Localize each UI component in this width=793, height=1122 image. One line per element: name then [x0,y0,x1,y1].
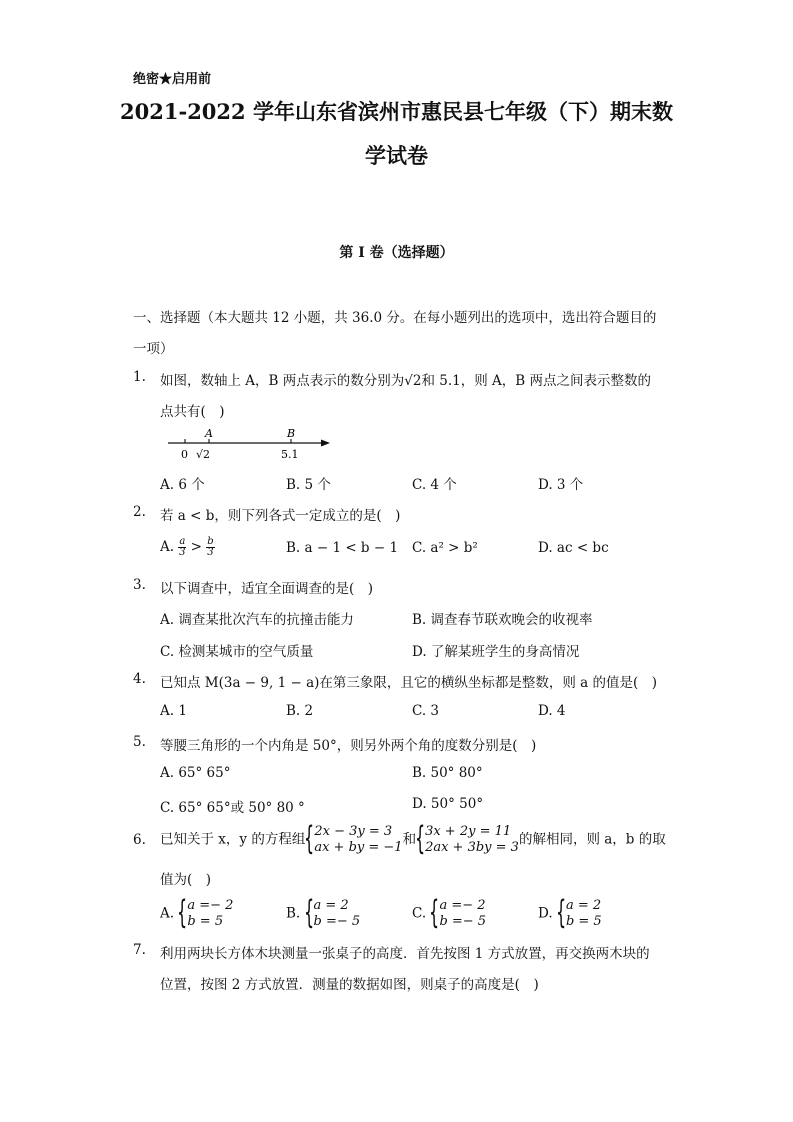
q6-number: 6. [133,832,146,848]
point-b-label: B [287,427,296,440]
exam-title-line1: 2021-2022 学年山东省滨州市惠民县七年级（下）期末数 [120,99,673,124]
q3-option-c: C. 检测某城市的空气质量 [160,644,314,660]
number-line-figure [165,424,335,464]
q6-text-line2: 值为( ) [160,872,212,888]
q1-option-a: A. 6 个 [160,477,205,493]
q4-option-c: C. 3 [412,703,440,719]
q2-option-b: B. a − 1 < b − 1 [286,540,399,556]
q1-text-line1: 如图，数轴上 A，B 两点表示的数分别为√2和 5.1，则 A，B 两点之间表示整数的 [160,373,651,389]
q1-number: 1. [133,369,146,385]
part-intro-line1: 一、选择题（本大题共 12 小题，共 36.0 分。在每小题列出的选项中，选出符合题目的 [133,310,657,326]
q6-option-a: A. { a =− 2 b = 5 [160,898,233,930]
fraction-b-over-3: $\frac{b}{3}$ [207,536,214,558]
q2-number: 2. [133,504,146,520]
q2-option-a: A. $\frac{a}{3}$ > $\frac{b}{3}$ [160,536,214,558]
q4-number: 4. [133,671,146,687]
equation-system-1: { 2x − 3y = 3 ax + by = −1 [305,824,402,856]
zero-label: 0 [181,448,188,461]
equation-system-2: { 3x + 2y = 11 2ax + 3by = 3 [416,824,519,856]
q6-option-d: D. { a = 2 b = 5 [538,898,602,930]
q5-number: 5. [133,734,146,750]
q6-text-line1: 已知关于 x，y 的方程组 { 2x − 3y = 3 ax + by = −1 和 { 3x + 2y = 11 2ax + 3by = 3 的解相同，则 a，b 的取 [160,824,666,856]
q1-option-d: D. 3 个 [538,477,584,493]
q2-option-d: D. ac < bc [538,540,609,556]
q1-text-line2: 点共有( ) [160,404,225,420]
q5-option-c: C. 65° 65°或 50° 80 ° [160,800,305,816]
q6-option-c: C. { a =− 2 b =− 5 [412,898,486,930]
exam-title-line2: 学试卷 [365,143,428,168]
q5-option-a: A. 65° 65° [160,765,231,781]
q5-text: 等腰三角形的一个内角是 50°，则另外两个角的度数分别是( ) [160,738,537,754]
q3-text: 以下调查中，适宜全面调查的是( ) [160,581,374,597]
q5-option-b: B. 50° 80° [412,765,483,781]
q4-option-d: D. 4 [538,703,566,719]
q7-text-line2: 位置，按图 2 方式放置．测量的数据如图，则桌子的高度是( ) [160,977,539,993]
q4-option-a: A. 1 [160,703,187,719]
q3-number: 3. [133,577,146,593]
point-a-label: A [205,427,213,440]
q4-option-b: B. 2 [286,703,314,719]
value-51-label: 5.1 [281,448,299,461]
q5-option-d: D. 50° 50° [412,796,484,812]
q1-option-b: B. 5 个 [286,477,331,493]
fraction-a-over-3: $\frac{a}{3}$ [179,536,186,558]
q3-option-a: A. 调查某批次汽车的抗撞击能力 [160,612,354,628]
q1-option-c: C. 4 个 [412,477,457,493]
q4-text: 已知点 M(3a − 9, 1 − a)在第三象限，且它的横纵坐标都是整数，则 a 的值是( ) [160,675,658,691]
q3-option-b: B. 调查春节联欢晚会的收视率 [412,612,593,628]
sqrt2-label: √2 [196,448,211,461]
section-heading: 第 I 卷（选择题） [339,245,454,261]
q2-option-c: C. a² > b² [412,540,478,556]
q3-option-d: D. 了解某班学生的身高情况 [412,644,580,660]
part-intro-line2: 一项） [133,341,174,357]
q2-text: 若 a < b，则下列各式一定成立的是( ) [160,508,401,524]
q7-text-line1: 利用两块长方体木块测量一张桌子的高度．首先按图 1 方式放置，再交换两木块的 [160,946,650,962]
q7-number: 7. [133,942,146,958]
confidential-mark: 绝密★启用前 [133,72,212,87]
q6-option-b: B. { a = 2 b =− 5 [286,898,360,930]
